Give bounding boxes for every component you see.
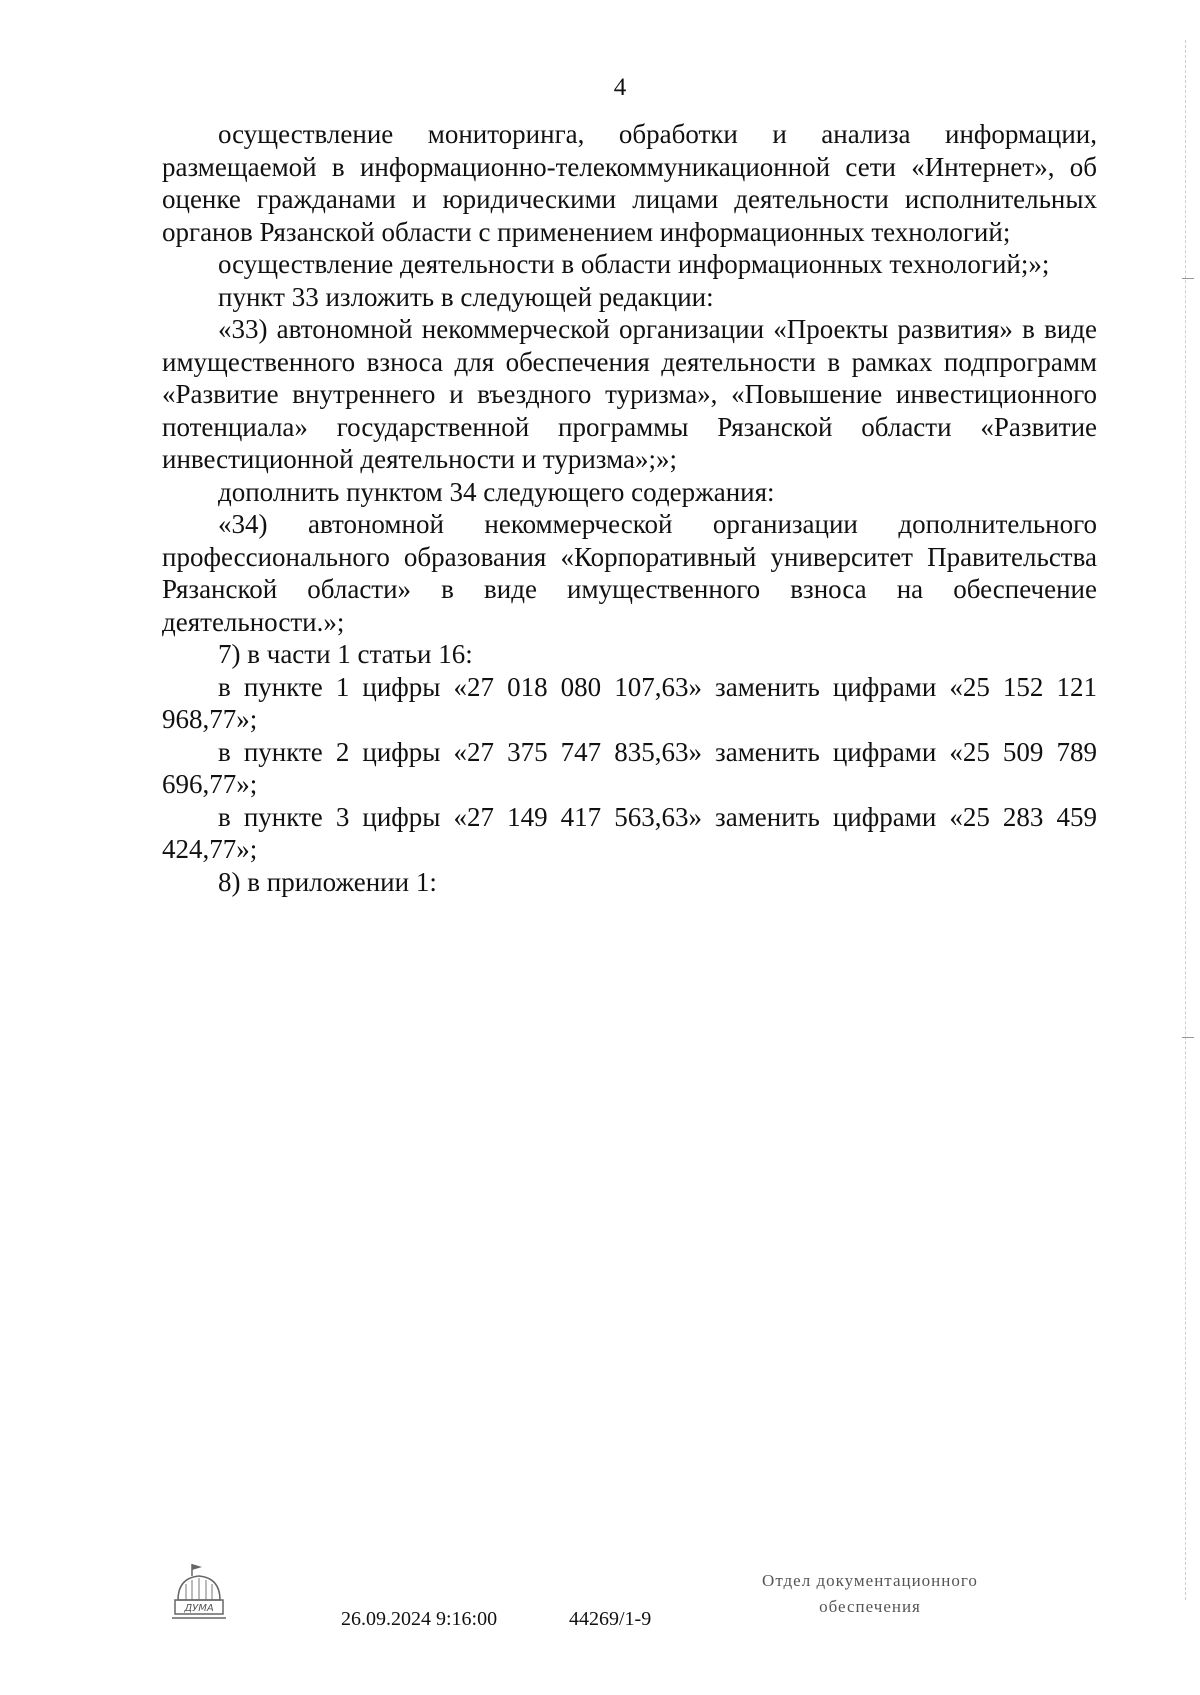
scan-edge-line xyxy=(1185,40,1190,1600)
duma-logo-icon xyxy=(170,1560,228,1628)
paragraph-it-activity: осуществление деятельности в области информационных технологий;»; xyxy=(218,249,1050,279)
edge-tick-mark xyxy=(1182,278,1194,279)
footer-registration-number: 44269/1-9 xyxy=(569,1608,652,1630)
paragraph-point-2: в пункте 2 цифры «27 375 747 835,63» заменить цифрами «25 509 789 696,77»; xyxy=(162,736,1097,799)
paragraph-appendix-1: 8) в приложении 1: xyxy=(218,866,437,897)
paragraph-monitoring: осуществление мониторинга, обработки и анализа информации, размещаемой в информационно-телекоммуникационной сети «Интернет», об оценке гражданами и юридическими лицами деятельности исполнительных органов Рязанской области с применением информационных технологий; xyxy=(162,119,1097,247)
paragraph-item-34: «34) автономной некоммерческой организации дополнительного профессионального образования «Корпоративный университет Правительства Рязанской области» в виде имущественного взноса на обеспечение деятельности.»; xyxy=(162,509,1097,637)
department-stamp xyxy=(720,1568,1020,1620)
edge-tick-mark xyxy=(1182,1037,1194,1038)
paragraph-point-1: в пункте 1 цифры «27 018 080 107,63» заменить цифрами «25 152 121 968,77»; xyxy=(162,671,1097,734)
footer-datetime: 26.09.2024 9:16:00 xyxy=(341,1608,498,1630)
paragraph-article-16: 7) в части 1 статьи 16: xyxy=(218,639,473,669)
paragraph-item-33-intro: пункт 33 изложить в следующей редакции: xyxy=(218,281,714,312)
stamp-line-2: обеспечения xyxy=(819,1597,921,1616)
document-body xyxy=(162,118,1097,898)
svg-text:ДУМА: ДУМА xyxy=(184,1603,214,1614)
paragraph-item-33: «33) автономной некоммерческой организации «Проекты развития» в виде имущественного взноса для обеспечения деятельности в рамках подпрограмм «Развитие внутреннего и въездного туризма», «Повышение инвестиционного потенциала» государственной программы Рязанской области «Развитие инвестиционной деятельности и туризма»;»; xyxy=(162,314,1097,474)
stamp-line-1: Отдел документационного xyxy=(762,1571,978,1590)
page-number: 4 xyxy=(613,74,627,101)
paragraph-point-3: в пункте 3 цифры «27 149 417 563,63» заменить цифрами «25 283 459 424,77»; xyxy=(162,801,1097,864)
paragraph-item-34-intro: дополнить пунктом 34 следующего содержания: xyxy=(218,476,775,507)
